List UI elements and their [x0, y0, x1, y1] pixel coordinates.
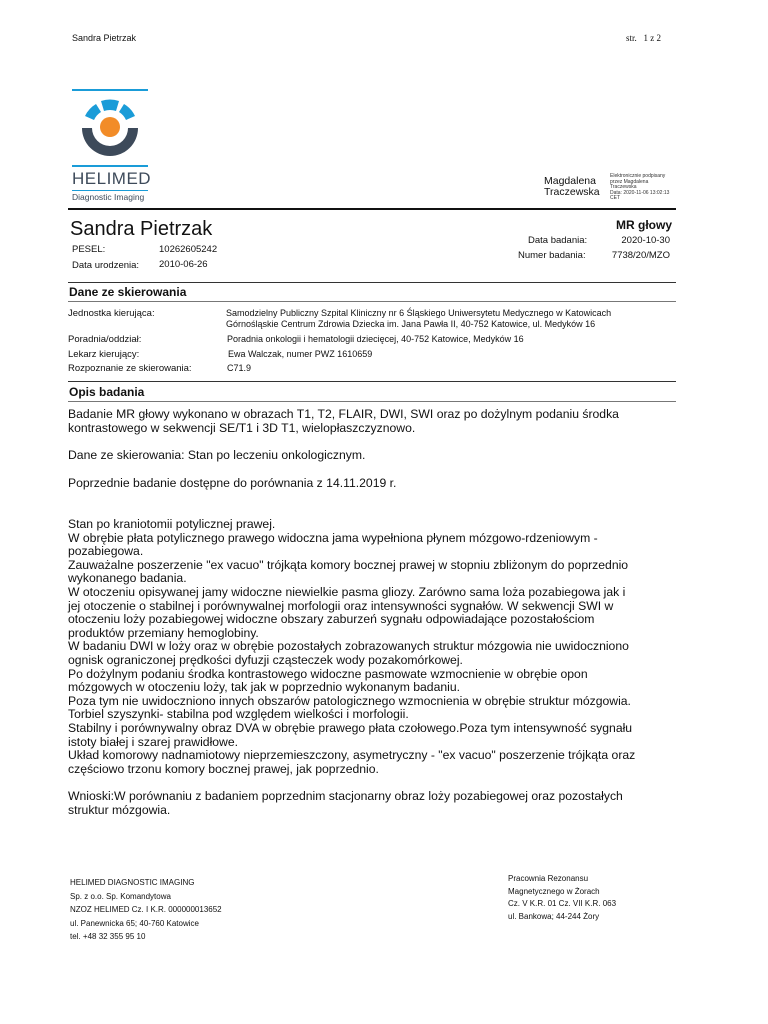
footer-line: Cz. V K.R. 01 Cz. VII K.R. 063	[508, 899, 617, 908]
text-line: Badanie MR głowy wykonano w obrazach T1, T2, FLAIR, DWI, SWI oraz po dożylnym podaniu środka	[68, 407, 619, 421]
footer-line: Pracownia Rezonansu	[508, 874, 589, 883]
referring-unit-line: Górnośląskie Centrum Zdrowia Dziecka im. Jana Pawła II, 40-752 Katowice, ul. Medyków 16	[226, 319, 596, 329]
esign-line: Data: 2020-11-06 13:02:13	[610, 189, 670, 196]
findings-block	[68, 518, 708, 776]
findings-line: Stabilny i porównywalny obraz DVA w obrębie prawego płata czołowego.Poza tym intensywność sygnału	[68, 720, 633, 735]
page-counter	[626, 33, 661, 43]
patient-divider	[68, 282, 676, 283]
exam-number-label: Numer badania:	[518, 250, 586, 261]
description-section-title: Opis badania	[69, 385, 145, 399]
footer-company-info	[70, 876, 222, 944]
exam-type: MR głowy	[616, 218, 672, 232]
pesel-value: 10262605242	[159, 244, 218, 255]
exam-date-value: 2020-10-30	[621, 235, 670, 246]
footer-line: HELIMED DIAGNOSTIC IMAGING	[70, 878, 195, 887]
clinic-label: Poradnia/oddział:	[68, 334, 142, 345]
conclusion-line: Wnioski:W porównaniu z badaniem poprzednim stacjonarny obraz loży pozabiegowej oraz pozostałych	[68, 789, 623, 803]
findings-line: Torbiel szyszynki- stabilna pod względem wielkości i morfologii.	[68, 707, 409, 722]
esign-line: przez Magdalena	[610, 178, 649, 185]
findings-line: wykonanego badania.	[68, 571, 187, 586]
exam-date-label: Data badania:	[528, 235, 588, 246]
page-label: str.	[626, 33, 637, 43]
referral-title-divider	[68, 301, 676, 302]
signature-name	[544, 176, 600, 198]
running-header-name: Sandra Pietrzak	[72, 33, 137, 43]
diagnosis-value: C71.9	[227, 363, 252, 373]
esign-line: Elektronicznie podpisany	[610, 173, 666, 179]
findings-line: Poza tym nie uwidoczniono innych obszarów patologicznego wzmocnienia w obrębie struktur mózgowia.	[68, 693, 631, 708]
description-title-divider	[68, 401, 676, 402]
electronic-signature-stamp	[610, 174, 669, 202]
patient-name: Sandra Pietrzak	[70, 218, 213, 240]
findings-line: W obrębie płata potylicznego prawego widoczna jama wypełniona płynem mózgowo-rdzeniowym -	[68, 530, 598, 545]
footer-lab-info	[508, 873, 616, 923]
findings-line: produktów przemiany hemoglobiny.	[68, 625, 259, 640]
findings-line: jej otoczenie o stabilnej i porównywalnej morfologii oraz intensywności sygnałów. W sekwencji SWI w	[68, 598, 614, 613]
findings-line: Układ komorowy nadnamiotowy nieprzemieszczony, asymetryczny - "ex vacuo" poszerzenie trójkąta oraz	[68, 748, 636, 763]
pesel-label: PESEL:	[72, 244, 106, 255]
footer-line: Sp. z o.o. Sp. Komandytowa	[70, 891, 171, 901]
clinic-value: Poradnia onkologii i hematologii dziecięcej, 40-752 Katowice, Medyków 16	[227, 334, 524, 344]
exam-technique-paragraph	[68, 408, 688, 435]
referral-section-title: Dane ze skierowania	[69, 285, 187, 299]
referring-unit-value	[226, 308, 611, 330]
findings-line: istoty białej i szarej prawidłowe.	[68, 734, 239, 749]
findings-line: ognisk ograniczonej prędkości dyfuzji cząsteczek wody pozakomórkowej.	[68, 652, 463, 667]
page-total: 2	[656, 33, 662, 43]
signature-last-name: Traczewska	[544, 186, 600, 198]
findings-line: otoczeniu loży pozabiegowej widoczne obszary zaburzeń sygnału odpowiadające pozostałościom	[68, 612, 595, 627]
conclusion-line: struktur mózgowia.	[68, 802, 171, 817]
signature-first-name: Magdalena	[544, 175, 596, 187]
esign-line: Traczewska	[610, 184, 637, 190]
findings-line: częściowo trzonu komory bocznej prawej, jak poprzednio.	[68, 761, 379, 776]
esign-line: CET	[610, 195, 620, 201]
exam-number-value: 7738/20/MZO	[611, 250, 670, 261]
referral-info-paragraph: Dane ze skierowania: Stan po leczeniu onkologicznym.	[68, 448, 366, 462]
footer-line: ul. Panewnicka 65; 40-760 Katowice	[70, 918, 199, 928]
conclusion-paragraph	[68, 790, 708, 817]
findings-line: pozabiegowa.	[68, 544, 144, 559]
footer-line: NZOZ HELIMED Cz. I K.R. 000000013652	[70, 905, 222, 914]
findings-line: W otoczeniu opisywanej jamy widoczne niewielkie pasma gliozy. Zarówno sama loża pozabiegowa jak i	[68, 584, 626, 599]
findings-line: W badaniu DWI w loży oraz w obrębie pozostałych zobrazowanych struktur mózgowia nie uwidoczniono	[68, 639, 629, 654]
header-divider	[68, 208, 676, 210]
findings-line: Po dożylnym podaniu środka kontrastowego widoczne pasmowate wzmocnienie w obrębie opon	[68, 666, 588, 681]
dob-label: Data urodzenia:	[72, 260, 140, 271]
page-number: 1	[643, 33, 649, 43]
diagnosis-label: Rozpoznanie ze skierowania:	[68, 363, 192, 374]
referring-doctor-label: Lekarz kierujący:	[68, 349, 140, 360]
footer-line: Magnetycznego w Żorach	[508, 886, 600, 896]
referring-doctor-value: Ewa Walczak, numer PWZ 1610659	[228, 349, 373, 359]
logo-brand: HELIMED	[72, 169, 152, 188]
referring-unit-line: Samodzielny Publiczny Szpital Kliniczny nr 6 Śląskiego Uniwersytetu Medycznego w Katowicach	[226, 308, 612, 318]
findings-line: Zauważalne poszerzenie "ex vacuo" trójkąta komory bocznej prawej w stopniu zbliżonym do poprzednio	[68, 557, 629, 572]
findings-line: Stan po kraniotomii potylicznej prawej.	[68, 517, 276, 531]
footer-line: ul. Bankowa; 44-244 Żory	[508, 911, 600, 921]
page-separator: z	[650, 33, 655, 43]
footer-line: tel. +48 32 355 95 10	[70, 932, 146, 941]
referral-divider	[68, 381, 676, 382]
referring-unit-label: Jednostka kierująca:	[68, 308, 155, 319]
dob-value: 2010-06-26	[159, 259, 208, 270]
previous-exam-paragraph: Poprzednie badanie dostępne do porównania z 14.11.2019 r.	[68, 476, 397, 490]
logo-mark-icon	[72, 88, 148, 160]
findings-line: mózgowych w otoczeniu loży, tak jak w poprzednio wykonanym badaniu.	[68, 680, 461, 695]
helimed-logo	[72, 88, 152, 202]
text-line: kontrastowego w sekwencji SE/T1 i 3D T1, wielopłaszczyznowo.	[68, 420, 416, 435]
logo-tagline: Diagnostic Imaging	[72, 192, 145, 202]
